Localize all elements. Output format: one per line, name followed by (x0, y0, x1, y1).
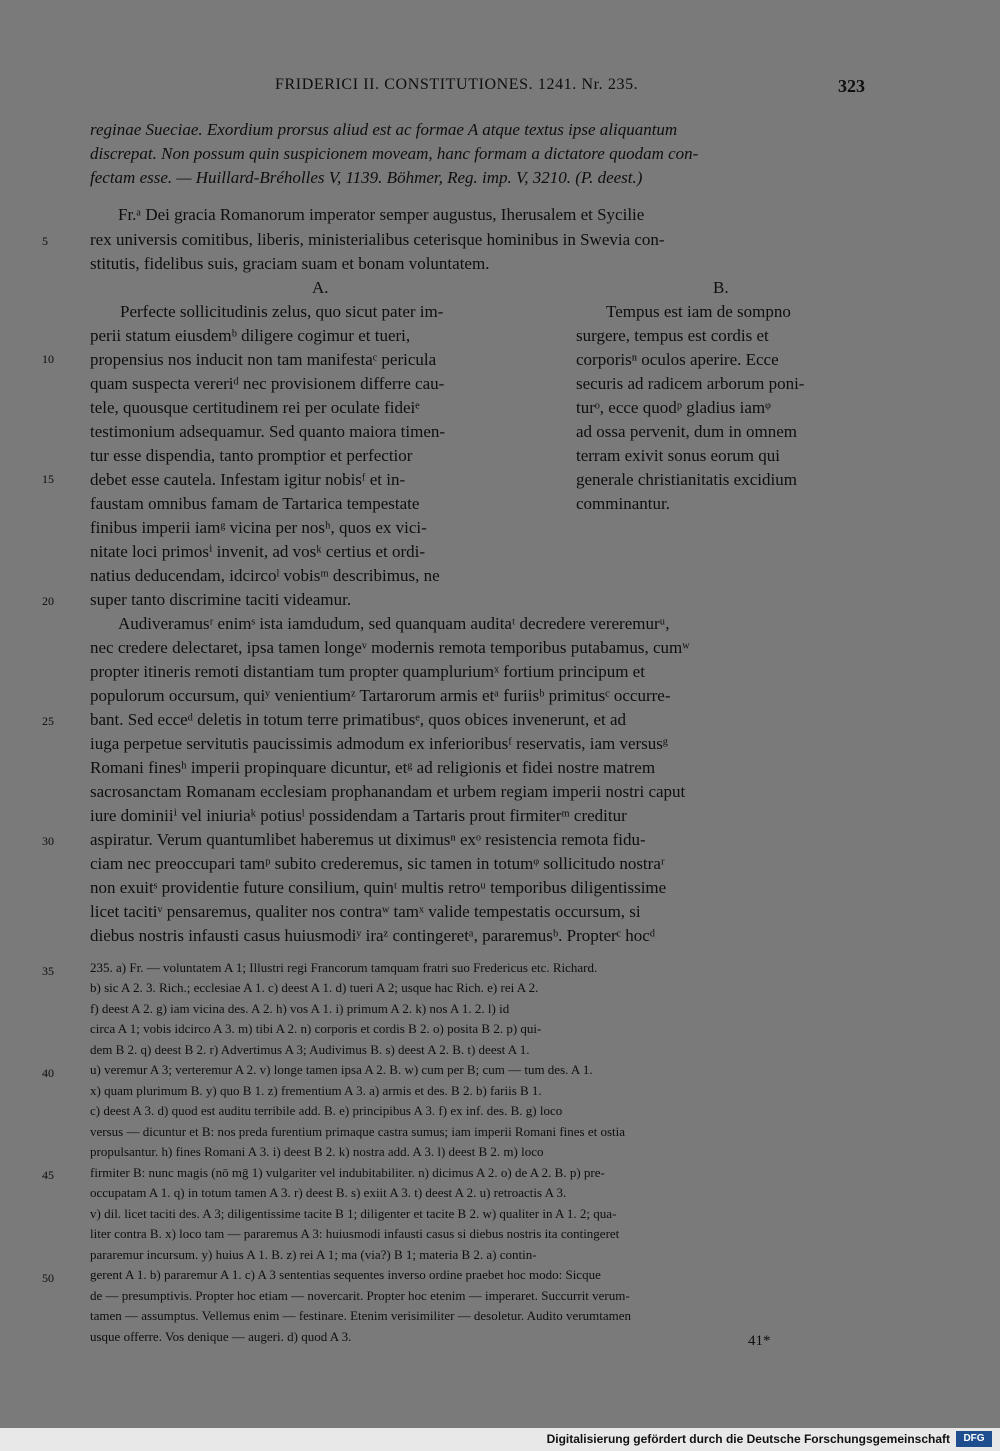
footnote-line: liter contra B. x) loco tam — pararemus A 3: huiusmodi infausti casus si diebus nostris ita contingeret (90, 1226, 620, 1241)
page-header (90, 76, 865, 102)
footer-credit: Digitalisierung gefördert durch die Deutsche Forschungsgemeinschaft (546, 1432, 950, 1446)
footnote-line: propulsantur. h) fines Romani A 3. i) deest B 2. k) nostra add. A 3. l) deest B 2. m) loco (90, 1144, 544, 1159)
footnote-line: f) deest A 2. g) iam vicina des. A 2. h) vos A 1. i) primum A 2. k) nos A 1. 2. l) id (90, 1001, 510, 1016)
column-b-line: turᵒ, ecce quodᵖ gladius iamᵠ (576, 398, 771, 417)
body-line: bant. Sed ecceᵈ deletis in totum terre primatibusᵉ, quos obices invenerunt, et ad (90, 710, 627, 729)
body-line: Romani finesʰ imperii propinquare dicuntur, etᵍ ad religionis et fidei nostre matrem (90, 758, 656, 777)
footnote-line: dem B 2. q) deest B 2. r) Advertimus A 3; Audivimus B. s) deest A 2. B. t) deest A 1. (90, 1042, 530, 1057)
running-title: FRIDERICI II. CONSTITUTIONES. 1241. Nr. 235. (275, 76, 639, 93)
column-b-line: ad ossa pervenit, dum in omnem (576, 422, 797, 441)
footnote-line: circa A 1; vobis idcirco A 3. m) tibi A 2. n) corporis et cordis B 2. o) posita B 2. p) qui- (90, 1021, 542, 1036)
intro-line: reginae Sueciae. Exordium prorsus aliud est ac formae A atque textus ipse aliquantum (90, 120, 678, 139)
body-line: licet tacitiᵛ pensaremus, qualiter nos contraʷ tamˣ valide tempestatis occursum, si (90, 902, 641, 921)
column-a-line: Perfecte sollicitudinis zelus, quo sicut pater im- (120, 302, 444, 321)
column-a-line: propensius nos inducit non tam manifestaᶜ pericula (90, 350, 437, 369)
footnote-line: pararemur incursum. y) huius A 1. B. z) rei A 1; ma (via?) B 1; materia B 2. a) contin- (90, 1247, 537, 1262)
footnote-line: 235. a) Fr. — voluntatem A 1; Illustri regi Francorum tamquam fratri suo Fredericus etc. Richard. (90, 960, 598, 975)
line-number: 40 (42, 1066, 54, 1080)
body-line: Audiveramusʳ enimˢ ista iamdudum, sed quanquam auditaᵗ decredere vereremurᵘ, (118, 614, 670, 633)
column-b-line: surgere, tempus est cordis et (576, 326, 769, 345)
column-a-line: natius deducendam, idcircoˡ vobisᵐ describimus, ne (90, 566, 440, 585)
body-line: populorum occursum, quiʸ venientiumᶻ Tartarorum armis etᵃ furiisᵇ primitusᶜ occurre- (90, 686, 671, 705)
footnote-line: x) quam plurimum B. y) quo B 1. z) frementium A 3. a) armis et des. B 2. b) fariis B 1. (90, 1083, 542, 1098)
body-line: nec credere delectaret, ipsa tamen longeᵛ modernis remota temporibus putabamus, cumʷ (90, 638, 690, 657)
line-number: 10 (42, 352, 54, 366)
salutation-line: rex universis comitibus, liberis, ministerialibus ceterisque hominibus in Swevia con- (90, 230, 665, 249)
column-a-line: quam suspecta vereriᵈ nec provisionem differre cau- (90, 374, 445, 393)
line-number: 15 (42, 472, 54, 486)
body-line: ciam nec preoccupari tamᵖ subito crederemus, sic tamen in totumᵠ sollicitudo nostraʳ (90, 854, 665, 873)
column-a-line: tur esse dispendia, tanto promptior et perfectior (90, 446, 413, 465)
footnote-line: b) sic A 2. 3. Rich.; ecclesiae A 1. c) deest A 1. d) tueri A 2; usque hac Rich. e) rei A 2. (90, 980, 539, 995)
column-a-line: testimonium adsequamur. Sed quanto maiora timen- (90, 422, 446, 441)
line-number: 50 (42, 1271, 54, 1285)
intro-line: fectam esse. — Huillard-Bréholles V, 1139. Böhmer, Reg. imp. V, 3210. (P. deest.) (90, 168, 643, 187)
footnote-line: de — presumptivis. Propter hoc etiam — novercarit. Propter hoc etenim — imperaret. Succurrit verum- (90, 1288, 630, 1303)
line-number: 5 (42, 234, 48, 248)
intro-line: discrepat. Non possum quin suspicionem moveam, hanc formam a dictatore quodam con- (90, 144, 699, 163)
column-a-line: super tanto discrimine taciti videamur. (90, 590, 352, 609)
column-a-heading: A. (312, 278, 329, 297)
footnote-line: tamen — assumptus. Vellemus enim — festinare. Etenim verisimiliter — desoletur. Audito verumtamen (90, 1308, 631, 1323)
column-a-line: nitate loci primosⁱ invenit, ad vosᵏ certius et ordi- (90, 542, 426, 561)
line-number: 35 (42, 964, 54, 978)
column-b-line: securis ad radicem arborum poni- (576, 374, 805, 393)
body-line: iuga perpetue servitutis paucissimis admodum ex inferioribusᶠ reservatis, iam versusᵍ (90, 734, 669, 753)
body-line: iure dominiiⁱ vel iniuriaᵏ potiusˡ possidendam a Tartaris prout firmiterᵐ creditur (90, 806, 627, 825)
salutation-line: stitutis, fidelibus suis, graciam suam et bonam voluntatem. (90, 254, 490, 273)
column-a-line: tele, quousque certitudinem rei per oculate fideiᵉ (90, 398, 420, 417)
footnote-line: occupatam A 1. q) in totum tamen A 3. r) deest B. s) exiit A 3. t) deest A 2. u) retroactis A 3. (90, 1185, 567, 1200)
body-line: diebus nostris infausti casus huiusmodiʸ iraᶻ contingeretᵃ, pararemusᵇ. Propterᶜ hocᵈ (90, 926, 656, 945)
body-line: non exuitˢ providentie future consilium, quinᵗ multis retroᵘ temporibus diligentissime (90, 878, 667, 897)
footnote-line: c) deest A 3. d) quod est auditu terribile add. B. e) principibus A 3. f) ex inf. des. B. g) loco (90, 1103, 563, 1118)
signature-mark: 41* (748, 1333, 771, 1349)
column-b-line: terram exivit sonus eorum qui (576, 446, 780, 465)
footnote-line: firmiter B: nunc magis (nō mḡ 1) vulgariter vel indubitabiliter. n) dicimus A 2. o) de A 2. B. p) pre- (90, 1165, 605, 1180)
column-a-line: perii statum eiusdemᵇ diligere cogimur et tueri, (90, 326, 411, 345)
footnote-line: usque offerre. Vos denique — augeri. d) quod A 3. (90, 1329, 352, 1344)
body-line: propter itineris remoti distantiam tum propter quampluriumˣ fortium principum et (90, 662, 645, 681)
footnote-line: versus — dicuntur et B: nos preda furentium primaque castra sumus; iam imperii Romani fines et ostia (90, 1124, 626, 1139)
page-number: 323 (838, 76, 865, 96)
column-b-line: comminantur. (576, 494, 670, 513)
column-b-line: corporisⁿ oculos aperire. Ecce (576, 350, 779, 369)
footer-bar (0, 1428, 1000, 1451)
column-b-heading: B. (713, 278, 729, 297)
line-number: 45 (42, 1168, 54, 1182)
column-b-line: generale christianitatis excidium (576, 470, 797, 489)
dfg-logo-icon: DFG (956, 1431, 992, 1447)
body-line: aspiratur. Verum quantumlibet haberemus ut diximusⁿ exᵒ resistencia remota fidu- (90, 830, 646, 849)
salutation-line: Fr.ᵃ Dei gracia Romanorum imperator semper augustus, Iherusalem et Sycilie (118, 205, 645, 224)
column-a-line: faustam omnibus famam de Tartarica tempestate (90, 494, 420, 513)
body-line: sacrosanctam Romanam ecclesiam prophanandam et urbem regiam imperii nostri caput (90, 782, 686, 801)
column-a-line: finibus imperii iamᵍ vicina per nosʰ, quos ex vici- (90, 518, 427, 537)
footnote-line: gerent A 1. b) pararemur A 1. c) A 3 sententias sequentes inverso ordine praebet hoc modo: Sicque (90, 1267, 601, 1282)
footnote-line: v) dil. licet taciti des. A 3; diligentissime tacite B 1; diligenter et tacite B 2. w) qualiter in A 1. 2; qua- (90, 1206, 617, 1221)
line-number: 30 (42, 834, 54, 848)
line-number: 20 (42, 594, 54, 608)
column-a-line: debet esse cautela. Infestam igitur nobisᶠ et in- (90, 470, 406, 489)
footnote-line: u) veremur A 3; verteremur A 2. v) longe tamen ipsa A 2. B. w) cum per B; cum — tum des. A 1. (90, 1062, 593, 1077)
column-b-line: Tempus est iam de sompno (606, 302, 791, 321)
line-number: 25 (42, 714, 54, 728)
